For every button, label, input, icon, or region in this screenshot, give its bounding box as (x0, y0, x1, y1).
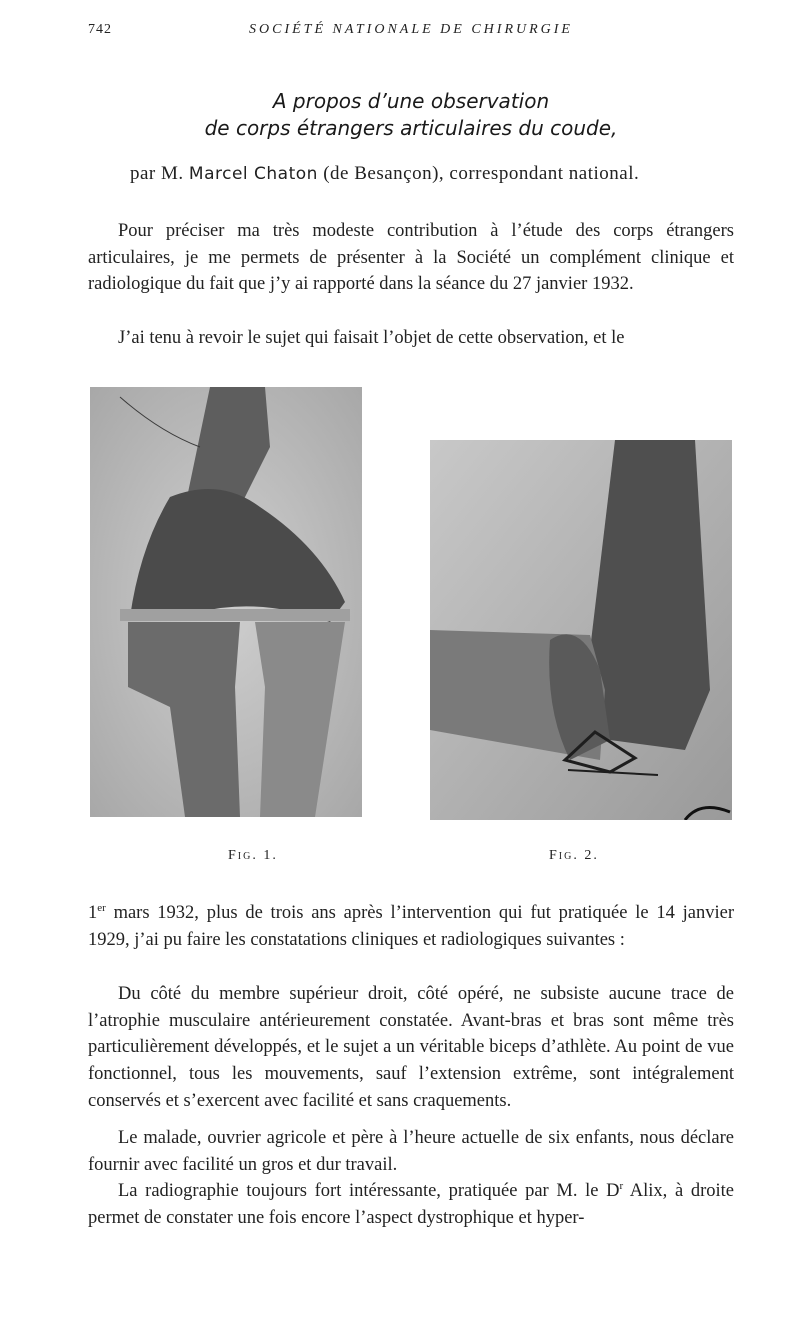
figure-2-caption: Fig. 2. (549, 848, 599, 863)
paragraph-3-text: mars 1932, plus de trois ans après l’intervention qui fut pratiquée le 14 janvier 1929, j’ai pu faire les constatations cliniques et radiologiques suivantes : (88, 903, 734, 950)
paragraph-3 (88, 900, 734, 953)
paragraph-6-sup: r (619, 1180, 624, 1192)
byline (130, 163, 750, 185)
figure-1-image (90, 387, 362, 817)
title-line-1: A propos d’une observation (272, 89, 550, 113)
page-header (88, 22, 734, 46)
paragraph-4 (88, 981, 734, 1115)
paragraph-5 (88, 1125, 734, 1178)
byline-suffix: (de Besançon), correspondant national. (323, 163, 640, 184)
figure-2-image (430, 440, 732, 820)
paragraph-2 (88, 325, 734, 352)
author-name: Marcel Chaton (188, 164, 318, 184)
paragraph-2-text: J’ai tenu à revoir le sujet qui faisait l’objet de cette observation, et le (118, 328, 625, 348)
article-title (88, 88, 734, 142)
running-title: SOCIÉTÉ NATIONALE DE CHIRURGIE (249, 22, 573, 37)
paragraph-5-text: Le malade, ouvrier agricole et père à l’heure actuelle de six enfants, nous déclare fournir avec facilité un gros et dur travail. (88, 1128, 734, 1175)
figure-1-radiograph (90, 387, 362, 817)
byline-prefix: par M. (130, 163, 184, 184)
paragraph-4-text: Du côté du membre supérieur droit, côté opéré, ne subsiste aucune trace de l’atrophie musculaire antérieurement constatée. Avant-bras et bras sont même très particulièrement développés, et le sujet a un véritable biceps d’athlète. Au point de vue fonctionnel, tous les mouvements, sauf l’extension extrême, sont intégralement conservés et s’exercent avec facilité et sans craquements. (88, 984, 734, 1111)
paragraph-6 (88, 1178, 734, 1231)
paragraph-6-text-b: Alix, à droite permet de constater une fois encore l’aspect dystrophique et hyper- (88, 1181, 734, 1228)
page-number: 742 (88, 22, 112, 37)
figure-2-radiograph (430, 440, 732, 820)
paragraph-1-text: Pour préciser ma très modeste contribution à l’étude des corps étrangers articulaires, je me permets de présenter à la Société un complément clinique et radiologique du fait que j’y ai rapporté dans la séance du 27 janvier 1932. (88, 221, 734, 295)
paragraph-6-text-a: La radiographie toujours fort intéressante, pratiquée par M. le D (118, 1181, 620, 1201)
paragraph-3-ordinal: er (97, 902, 106, 914)
figure-1-caption: Fig. 1. (228, 848, 278, 863)
title-line-2: de corps étrangers articulaires du coude, (204, 116, 618, 140)
paragraph-3-day: 1 (88, 903, 98, 923)
paragraph-1 (88, 218, 734, 298)
